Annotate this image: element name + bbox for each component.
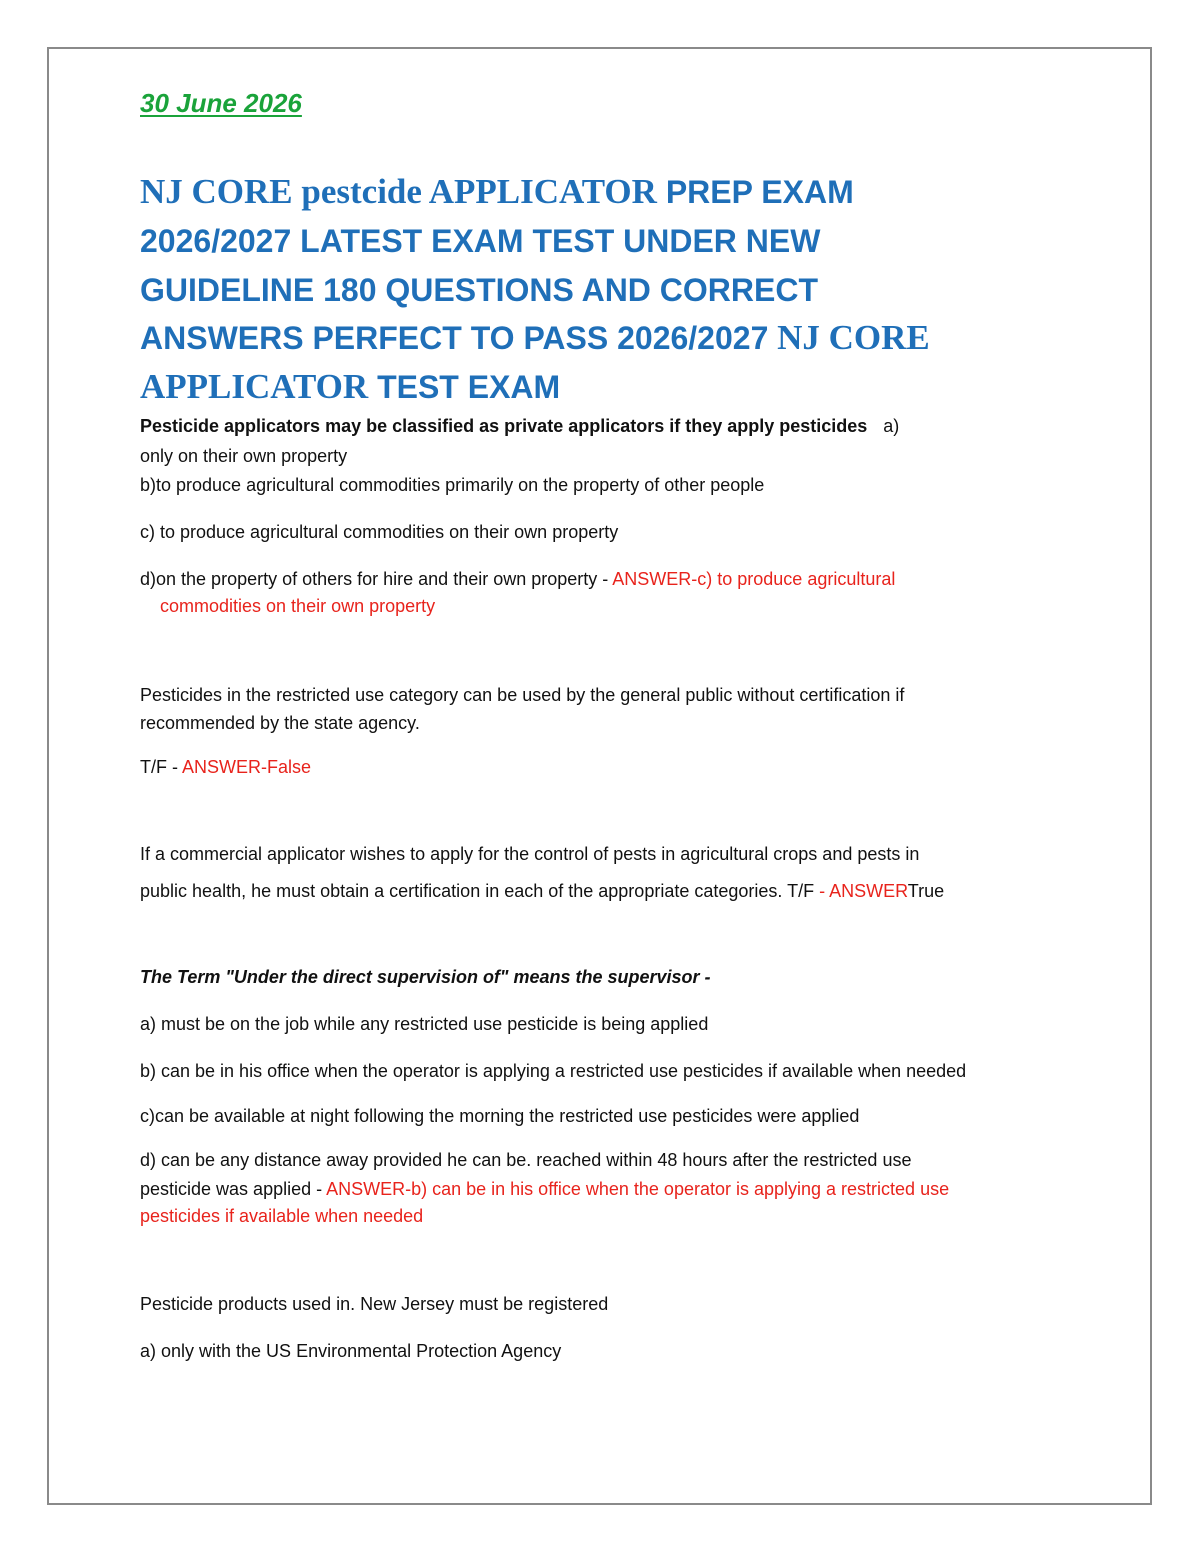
title-line-4: ANSWERS PERFECT TO PASS 2026/2027 NJ CORE: [140, 318, 930, 357]
answer-text: ANSWER-False: [182, 757, 312, 777]
question-5-text: Pesticide products used in. New Jersey must be registered: [140, 1294, 609, 1314]
document-date: 30 June 2026: [140, 88, 302, 118]
question-4-option-a: a) must be on the job while any restricted use pesticide is being applied: [140, 1014, 709, 1034]
question-5-option-a: a) only with the US Environmental Protection Agency: [140, 1341, 562, 1361]
title-line-5: APPLICATOR TEST EXAM: [140, 367, 561, 406]
question-2-line-2: recommended by the state agency.: [140, 713, 420, 733]
title-line-1: NJ CORE pestcide APPLICATOR PREP EXAM: [140, 172, 854, 211]
question-1-text: Pesticide applicators may be classified as private applicators if they apply pesticides a): [140, 416, 900, 436]
answer-text: ANSWER-c) to produce agricultural: [612, 569, 896, 589]
question-2-line-1: Pesticides in the restricted use category can be used by the general public without certification if: [140, 685, 905, 705]
title-line-3: GUIDELINE 180 QUESTIONS AND CORRECT: [140, 272, 819, 308]
question-1-option-b: b)to produce agricultural commodities primarily on the property of other people: [140, 475, 765, 495]
question-2-answer-line: T/F - ANSWER-False: [140, 757, 312, 777]
question-3-line-1: If a commercial applicator wishes to apply for the control of pests in agricultural crops and pests in: [140, 844, 920, 864]
question-4-option-b: b) can be in his office when the operator is applying a restricted use pesticides if available when needed: [140, 1061, 967, 1081]
question-4-option-d: d) can be any distance away provided he can be. reached within 48 hours after the restricted use: [140, 1150, 912, 1170]
title-line-2: 2026/2027 LATEST EXAM TEST UNDER NEW: [140, 223, 821, 259]
question-1-option-d: d)on the property of others for hire and their own property - ANSWER-c) to produce agricultural: [140, 569, 896, 589]
question-4-option-c: c)can be available at night following the morning the restricted use pesticides were applied: [140, 1106, 860, 1126]
question-1-option-c: c) to produce agricultural commodities on their own property: [140, 522, 619, 542]
question-1-option-a: only on their own property: [140, 446, 348, 466]
question-3-line-2: public health, he must obtain a certification in each of the appropriate categories. T/F - ANSWERTrue: [140, 881, 945, 901]
answer-text: ANSWER-b) can be in his office when the operator is applying a restricted use: [326, 1179, 950, 1199]
question-4-option-d-continued: pesticide was applied - ANSWER-b) can be in his office when the operator is applying a restricted use: [140, 1179, 950, 1199]
answer-text-continued: commodities on their own property: [160, 596, 436, 616]
answer-text: - ANSWER: [819, 881, 908, 901]
question-4-text: The Term "Under the direct supervision of" means the supervisor -: [140, 967, 711, 987]
answer-text-continued: pesticides if available when needed: [140, 1206, 424, 1226]
